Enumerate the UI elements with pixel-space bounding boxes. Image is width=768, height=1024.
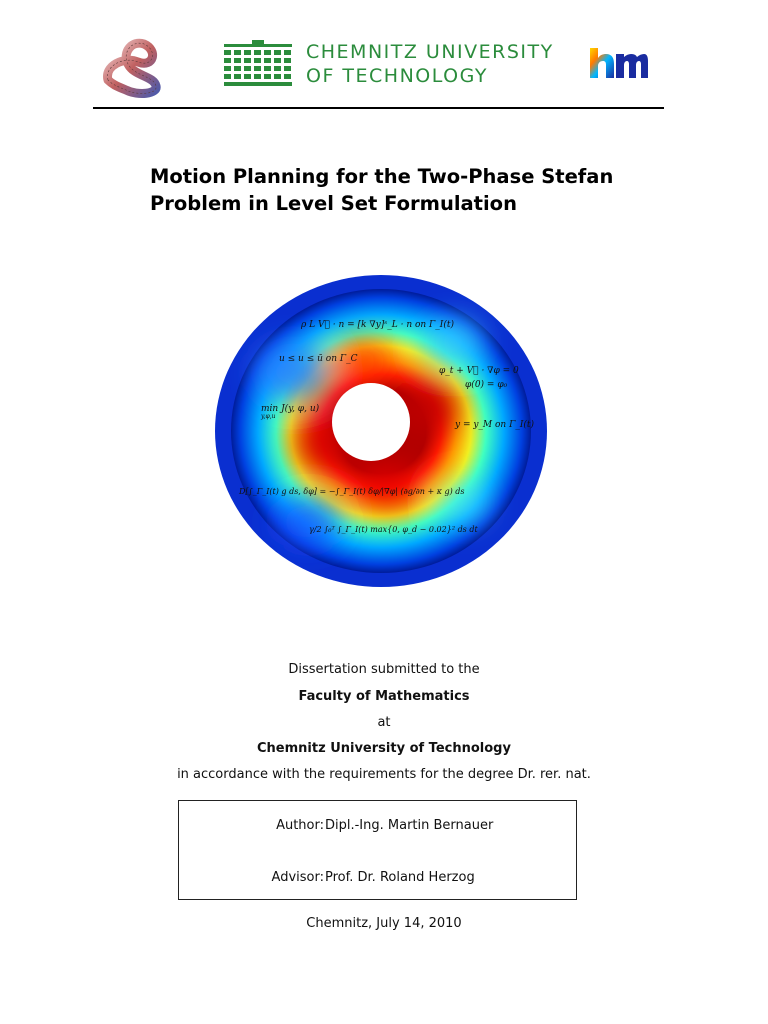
knot-tube-icon	[98, 36, 164, 98]
requirements-line: in accordance with the requirements for the degree Dr. rer. nat.	[177, 767, 591, 782]
equation-objective-subscript: y,φ,u	[261, 413, 276, 420]
title-line2: Problem in Level Set Formulation	[150, 192, 517, 215]
title-line1: Motion Planning for the Two-Phase Stefan	[150, 165, 614, 188]
equation-shape-derivative: D[∫_Γ_I(t) g ds, δφ] = −∫_Γ_I(t) δφ/|∇φ| (∂g/∂n + κ g) ds	[239, 487, 465, 496]
university-name-line2: OF TECHNOLOGY	[306, 65, 489, 87]
equation-tracking: y = y_M on Γ_I(t)	[455, 420, 535, 430]
equation-level-set: φ_t + V⃗ · ∇φ = 0	[439, 366, 519, 376]
equation-penalty: γ/2 ∫₀ᵀ ∫_Γ_I(t) max{0, φ_d − 0.02}² ds dt	[309, 525, 478, 534]
faculty-name: Faculty of Mathematics	[298, 689, 470, 704]
header-divider	[93, 107, 664, 109]
page-title	[150, 163, 620, 217]
author-label: Author:	[276, 818, 324, 833]
advisor-label: Advisor:	[271, 870, 324, 885]
annulus-heatmap-figure	[213, 272, 549, 594]
university-building-logo-icon	[222, 40, 294, 88]
place-date: Chemnitz, July 14, 2010	[306, 916, 462, 931]
equation-interface-condition: ρ L V⃗ · n = [k ∇y]ˢ_L · n on Γ_I(t)	[301, 320, 454, 330]
equation-control-bounds: u ≤ u ≤ ū on Γ_C	[279, 354, 358, 364]
equation-objective: min J(y, φ, u)	[261, 404, 320, 414]
equation-initial-condition: φ(0) = φ₀	[465, 380, 508, 390]
advisor-name: Prof. Dr. Roland Herzog	[325, 870, 475, 885]
submitted-line: Dissertation submitted to the	[288, 662, 480, 677]
university-name-line1: CHEMNITZ UNIVERSITY	[306, 41, 554, 63]
university-line: Chemnitz University of Technology	[257, 741, 511, 756]
university-name	[306, 40, 554, 88]
author-advisor-box	[178, 800, 577, 900]
hm-logo-icon	[588, 46, 648, 80]
author-name: Dipl.-Ing. Martin Bernauer	[325, 818, 494, 833]
at-line: at	[377, 715, 391, 730]
